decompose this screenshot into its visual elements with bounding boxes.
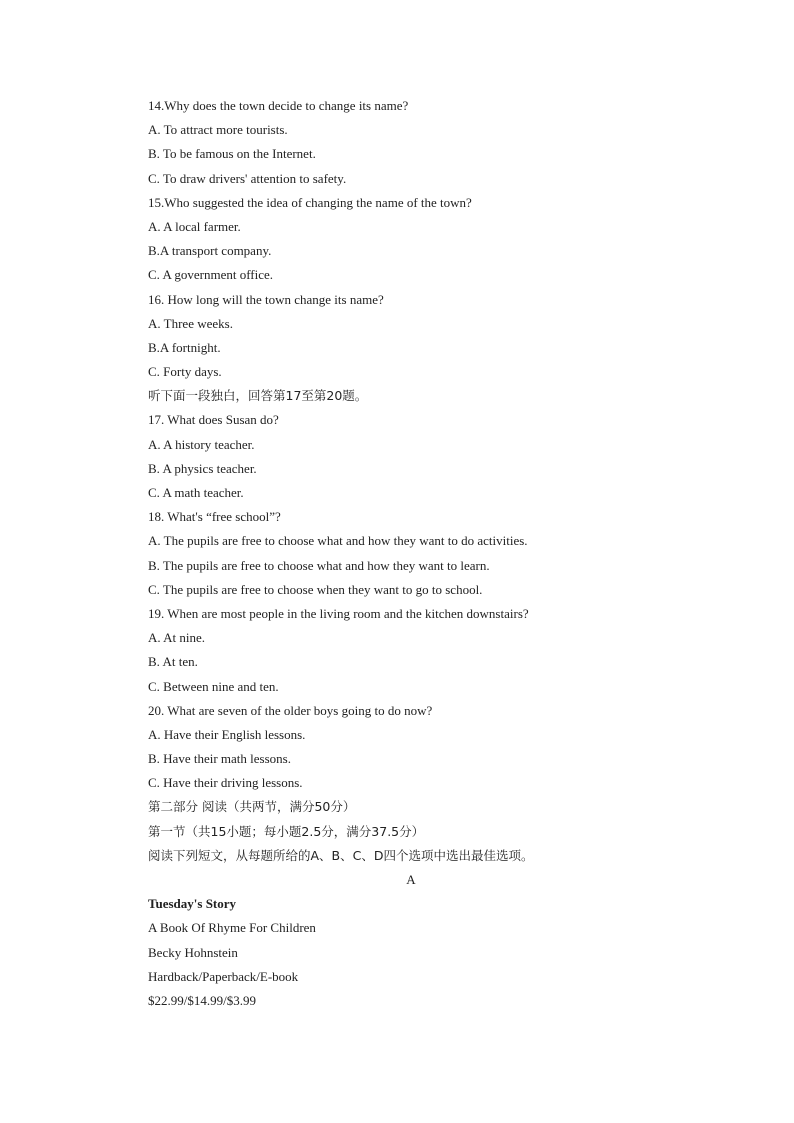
q15-option-a: A. A local farmer. (148, 218, 241, 234)
q16-option-c: C. Forty days. (148, 364, 222, 380)
reading-instruction: 阅读下列短文，从每题所给的A、B、C、D四个选项中选出最佳选项。 (148, 847, 534, 863)
question-17: 17. What does Susan do? (148, 412, 279, 428)
q19-option-b: B. At ten. (148, 654, 198, 670)
q17-option-a: A. A history teacher. (148, 436, 255, 452)
q18-option-a: A. The pupils are free to choose what and how they want to do activities. (148, 533, 528, 549)
book-prices: $22.99/$14.99/$3.99 (148, 992, 256, 1008)
q14-option-b: B. To be famous on the Internet. (148, 146, 316, 162)
q20-option-c: C. Have their driving lessons. (148, 775, 303, 791)
q14-option-a: A. To attract more tourists. (148, 122, 288, 138)
book-formats: Hardback/Paperback/E-book (148, 968, 299, 984)
q15-option-c: C. A government office. (148, 267, 274, 283)
q18-option-b: B. The pupils are free to choose what and how they want to learn. (148, 557, 490, 573)
part-two-heading: 第二部分 阅读（共两节，满分50分） (148, 799, 356, 815)
section-one-heading: 第一节（共15小题；每小题2.5分，满分37.5分） (148, 823, 425, 839)
book-title: A Book Of Rhyme For Children (148, 920, 316, 936)
question-18: 18. What's “free school”? (148, 509, 281, 525)
q18-option-c: C. The pupils are free to choose when they want to go to school. (148, 581, 483, 597)
q20-option-b: B. Have their math lessons. (148, 751, 291, 767)
q14-option-c: C. To draw drivers' attention to safety. (148, 170, 347, 186)
book-author: Becky Hohnstein (148, 944, 238, 960)
passage-title: Tuesday's Story (148, 896, 237, 912)
q17-option-c: C. A math teacher. (148, 485, 244, 500)
passage-label: A (406, 872, 416, 887)
question-20: 20. What are seven of the older boys going to do now? (148, 702, 433, 718)
q20-option-a: A. Have their English lessons. (148, 726, 306, 742)
page-content (148, 94, 668, 1013)
q17-option-b: B. A physics teacher. (148, 460, 257, 476)
monologue-instruction: 听下面一段独白，回答第17至第20题。 (148, 388, 368, 404)
question-19: 19. When are most people in the living room and the kitchen downstairs? (148, 605, 529, 621)
question-14: 14.Why does the town decide to change its name? (148, 98, 409, 113)
q19-option-c: C. Between nine and ten. (148, 678, 279, 694)
question-15: 15.Who suggested the idea of changing the name of the town? (148, 194, 472, 210)
q15-option-b: B.A transport company. (148, 243, 272, 259)
q16-option-a: A. Three weeks. (148, 315, 233, 331)
q19-option-a: A. At nine. (148, 630, 206, 646)
q16-option-b: B.A fortnight. (148, 339, 221, 355)
question-16: 16. How long will the town change its name? (148, 291, 384, 307)
